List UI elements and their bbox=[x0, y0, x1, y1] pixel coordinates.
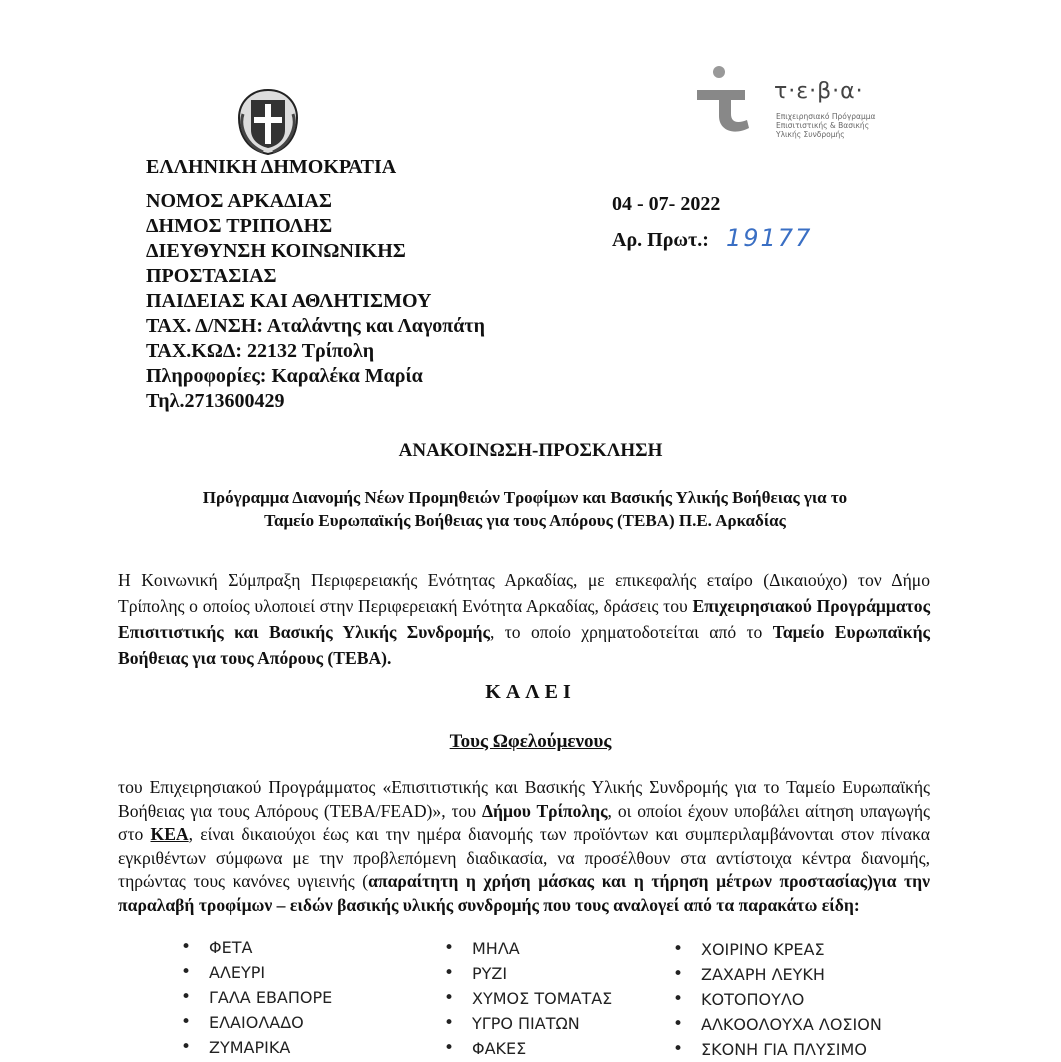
greek-emblem bbox=[233, 84, 303, 158]
body-paragraph: του Επιχειρησιακού Προγράμματος «Επισιτιστικής και Βασικής Υλικής Συνδρομής για το Ταμείο Ευρωπαϊκής Βοήθειας για τους Απόρους (ΤΕΒΑ/FEAD)», του Δήμου Τρίπολης, οι οποίοι έχουν υποβάλει αίτηση υπαγωγής στο ΚΕΑ, είναι δικαιούχοι έως και την ημέρα διανομής των προϊόντων και συμπεριλαμβάνονται στον πίνακα εγκριθέντων σύμφωνα με την προβλεπόμενη διαδικασία, να προσέλθουν στα αντίστοιχα κέντρα διανομής, τηρώντας τους κανόνες υγιεινής (απαραίτητη η χρήση μάσκας και η τήρηση μέτρων προστασίας)για την παραλαβή τροφίμων – ειδών βασικής υλικής συνδρομής που τους αναλογεί από τα παρακάτω είδη: bbox=[118, 777, 930, 915]
list-item: • ΓΑΛΑ ΕΒΑΠΟΡΕ bbox=[209, 985, 332, 1010]
header-line: ΠΑΙΔΕΙΑΣ ΚΑΙ ΑΘΛΗΤΙΣΜΟΥ bbox=[146, 290, 432, 312]
header-line: ΤΑΧ. Δ/ΝΣΗ: Αταλάντης και Λαγοπάτη bbox=[146, 315, 486, 337]
country-name: ΕΛΛΗΝΙΚΗ ΔΗΜΟΚΡΑΤΙΑ bbox=[146, 156, 397, 178]
list-item: • ΧΟΙΡΙΝΟ ΚΡΕΑΣ bbox=[701, 937, 882, 962]
header-line: ΔΙΕΥΘΥΝΣΗ ΚΟΙΝΩΝΙΚΗΣ bbox=[146, 240, 406, 262]
protocol-number-handwritten: 19177 bbox=[726, 224, 813, 252]
list-item: • ΡΥΖΙ bbox=[472, 961, 612, 986]
header-line: ΤΑΧ.ΚΩΔ: 22132 Τρίπολη bbox=[146, 340, 375, 362]
items-column-2 bbox=[472, 936, 612, 1061]
header-line: ΠΡΟΣΤΑΣΙΑΣ bbox=[146, 265, 277, 287]
list-item: • ΦΑΚΕΣ bbox=[472, 1036, 612, 1061]
list-item: • ΣΚΟΝΗ ΓΙΑ ΠΛΥΣΙΜΟ bbox=[701, 1037, 882, 1062]
sender-header bbox=[146, 155, 485, 414]
header-line: Πληροφορίες: Καραλέκα Μαρία bbox=[146, 365, 423, 387]
program-title: Πρόγραμμα Διανομής Νέων Προμηθειών Τροφίμων και Βασικής Υλικής Βοήθειας για το Ταμείο Ευρωπαϊκής Βοήθειας για τους Απόρους (ΤΕΒΑ) Π.Ε. Αρκαδίας bbox=[202, 488, 848, 530]
list-item: • ΖΑΧΑΡΗ ΛΕΥΚΗ bbox=[701, 962, 882, 987]
items-column-3 bbox=[701, 937, 882, 1062]
list-item: • ΖΥΜΑΡΙΚΑ bbox=[209, 1035, 332, 1060]
header-line: Τηλ.2713600429 bbox=[146, 390, 285, 412]
list-item: • ΧΥΜΟΣ ΤΟΜΑΤΑΣ bbox=[472, 986, 612, 1011]
document-date: 04 - 07- 2022 bbox=[612, 193, 721, 215]
beneficiaries-heading: Τους Ωφελούμενους bbox=[449, 731, 612, 752]
list-item: • ΜΗΛΑ bbox=[472, 936, 612, 961]
list-item: • ΑΛΚΟΟΛΟΥΧΑ ΛΟΣΙΟΝ bbox=[701, 1012, 882, 1037]
document-title: ΑΝΑΚΟΙΝΩΣΗ-ΠΡΟΣΚΛΗΣΗ bbox=[398, 440, 663, 461]
list-item: • ΚΟΤΟΠΟΥΛΟ bbox=[701, 987, 882, 1012]
protocol-label: Αρ. Πρωτ.: bbox=[612, 229, 709, 251]
logo-tagline: Επιχειρησιακό Πρόγραμμα Επισιτιστικής & Βασικής Υλικής Συνδρομής bbox=[776, 112, 876, 139]
list-item: • ΥΓΡΟ ΠΙΑΤΩΝ bbox=[472, 1011, 612, 1036]
teba-logo-icon bbox=[693, 64, 761, 134]
list-item: • ΑΛΕΥΡΙ bbox=[209, 960, 332, 985]
items-column-1 bbox=[209, 935, 332, 1060]
header-line: ΔΗΜΟΣ ΤΡΙΠΟΛΗΣ bbox=[146, 215, 333, 237]
calls-heading: ΚΑΛΕΙ bbox=[485, 681, 576, 703]
intro-paragraph: Η Κοινωνική Σύμπραξη Περιφερειακής Ενότητας Αρκαδίας, με επικεφαλής εταίρο (Δικαιούχο) τον Δήμο Τρίπολης ο οποίος υλοποιεί στην Περιφερειακή Ενότητα Αρκαδίας, δράσεις του Επιχειρησιακού Προγράμματος Επισιτιστικής και Βασικής Υλικής Συνδρομής, το οποίο χρηματοδοτείται από το Ταμείο Ευρωπαϊκής Βοήθειας για τους Απόρους (ΤΕΒΑ). bbox=[118, 570, 930, 668]
list-item: • ΦΕΤΑ bbox=[209, 935, 332, 960]
list-item: • ΕΛΑΙΟΛΑΔΟ bbox=[209, 1010, 332, 1035]
header-line: ΝΟΜΟΣ ΑΡΚΑΔΙΑΣ bbox=[146, 190, 332, 212]
logo-wordmark: τ·ε·β·α· bbox=[774, 79, 864, 104]
